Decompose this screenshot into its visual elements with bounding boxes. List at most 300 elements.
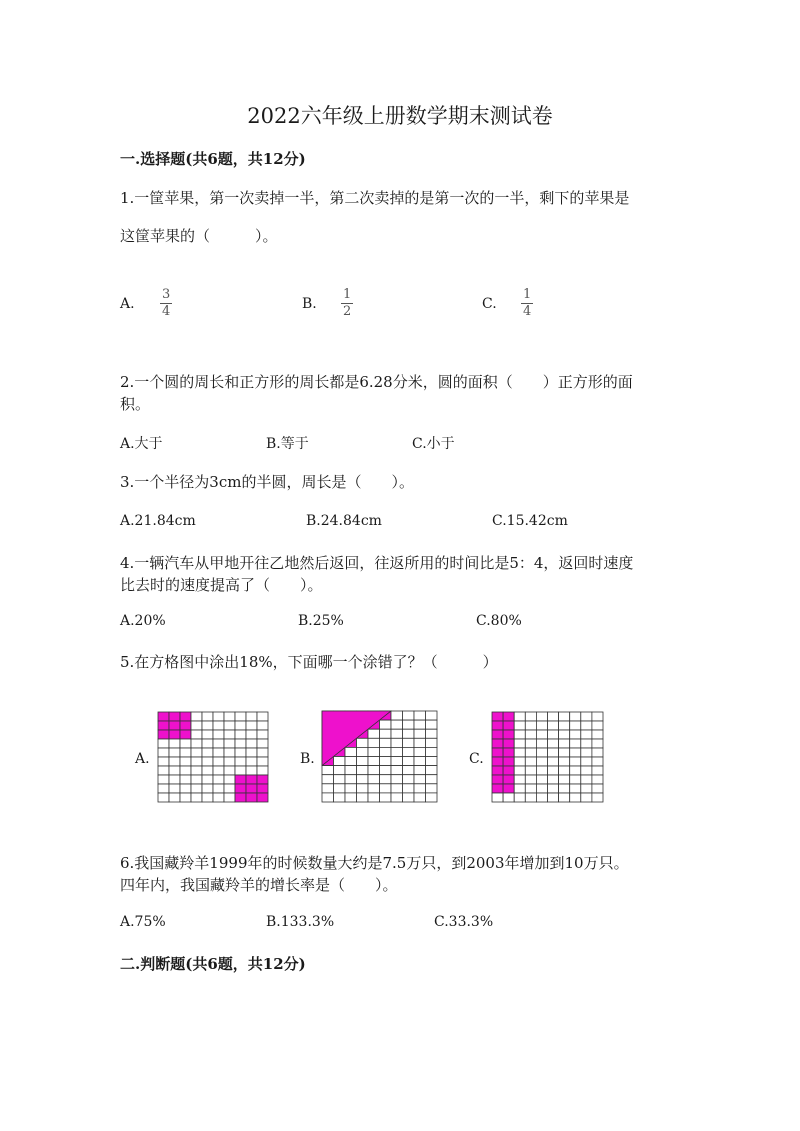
q4-option-c: C.80% bbox=[476, 613, 522, 629]
grid-cell bbox=[570, 766, 581, 775]
grid-cell bbox=[246, 739, 257, 748]
grid-cell bbox=[322, 793, 334, 802]
grid-cell bbox=[536, 775, 547, 784]
grid-cell bbox=[235, 775, 246, 784]
grid-cell bbox=[414, 729, 426, 738]
grid-cell bbox=[191, 748, 202, 757]
grid-cell bbox=[581, 775, 592, 784]
question-5-text: 5.在方格图中涂出18%，下面哪一个涂错了？（ ） bbox=[120, 653, 498, 671]
grid-cell bbox=[191, 793, 202, 802]
grid-cell bbox=[235, 793, 246, 802]
grid-cell bbox=[224, 757, 235, 766]
grid-cell bbox=[357, 784, 369, 793]
grid-cell bbox=[380, 793, 392, 802]
grid-cell bbox=[581, 793, 592, 802]
grid-cell bbox=[169, 721, 180, 730]
q1-option-b-label: B. bbox=[302, 296, 317, 312]
grid-cell bbox=[548, 775, 559, 784]
grid-cell bbox=[581, 712, 592, 721]
grid-cell bbox=[202, 721, 213, 730]
grid-cell bbox=[414, 766, 426, 775]
grid-cell bbox=[213, 775, 224, 784]
grid-cell bbox=[536, 721, 547, 730]
grid-cell bbox=[403, 766, 415, 775]
grid-cell bbox=[202, 739, 213, 748]
grid-cell bbox=[213, 730, 224, 739]
grid-cell bbox=[213, 784, 224, 793]
grid-cell bbox=[235, 712, 246, 721]
q1-option-c-fraction bbox=[521, 287, 533, 320]
section-heading-judgement: 二.判断题(共6题，共12分) bbox=[120, 955, 306, 973]
grid-cell bbox=[592, 721, 603, 730]
grid-cell bbox=[536, 766, 547, 775]
grid-cell bbox=[213, 793, 224, 802]
grid-cell bbox=[380, 747, 392, 756]
section-heading-choice: 一.选择题(共6题，共12分) bbox=[120, 150, 306, 168]
grid-cell bbox=[368, 738, 380, 747]
grid-cell bbox=[492, 766, 503, 775]
grid-cell bbox=[559, 757, 570, 766]
grid-cell bbox=[191, 730, 202, 739]
grid-cell bbox=[525, 721, 536, 730]
grid-cell bbox=[514, 730, 525, 739]
question-6-text-cont: 四年内，我国藏羚羊的增长率是（ ）。 bbox=[120, 876, 398, 894]
grid-cell bbox=[492, 730, 503, 739]
grid-cell bbox=[592, 730, 603, 739]
grid-cell bbox=[169, 730, 180, 739]
grid-cell bbox=[158, 748, 169, 757]
grid-cell bbox=[548, 739, 559, 748]
fraction-denominator: 4 bbox=[523, 304, 532, 319]
grid-cell bbox=[426, 766, 438, 775]
q4-option-b: B.25% bbox=[298, 613, 344, 629]
grid-cell bbox=[426, 738, 438, 747]
grid-cell bbox=[391, 729, 403, 738]
grid-cell bbox=[492, 712, 503, 721]
grid-cell bbox=[246, 730, 257, 739]
grid-cell bbox=[180, 739, 191, 748]
grid-cell bbox=[246, 757, 257, 766]
grid-cell bbox=[224, 748, 235, 757]
grid-cell bbox=[592, 739, 603, 748]
grid-cell bbox=[322, 784, 334, 793]
question-6-text: 6.我国藏羚羊1999年的时候数量大约是7.5万只，到2003年增加到10万只。 bbox=[120, 854, 629, 872]
grid-cell bbox=[180, 775, 191, 784]
grid-cell bbox=[414, 720, 426, 729]
grid-cell bbox=[257, 721, 268, 730]
grid-cell bbox=[525, 766, 536, 775]
grid-cell bbox=[514, 775, 525, 784]
grid-cell bbox=[202, 784, 213, 793]
question-2-text: 2.一个圆的周长和正方形的周长都是6.28分米，圆的面积（ ）正方形的面 bbox=[120, 373, 633, 391]
grid-cell bbox=[224, 766, 235, 775]
grid-cell bbox=[158, 784, 169, 793]
grid-cell bbox=[570, 775, 581, 784]
grid-cell bbox=[536, 757, 547, 766]
grid-cell bbox=[581, 748, 592, 757]
grid-cell bbox=[426, 757, 438, 766]
grid-cell bbox=[391, 738, 403, 747]
grid-cell bbox=[592, 784, 603, 793]
grid-cell bbox=[391, 793, 403, 802]
grid-cell bbox=[492, 793, 503, 802]
grid-cell bbox=[246, 748, 257, 757]
grid-cell bbox=[345, 793, 357, 802]
grid-cell bbox=[202, 757, 213, 766]
grid-cell bbox=[525, 784, 536, 793]
grid-cell bbox=[414, 793, 426, 802]
question-1-text: 1.一筐苹果，第一次卖掉一半，第二次卖掉的是第一次的一半，剩下的苹果是 bbox=[120, 189, 630, 207]
grid-cell bbox=[559, 748, 570, 757]
grid-cell bbox=[158, 793, 169, 802]
grid-cell bbox=[536, 730, 547, 739]
grid-cell bbox=[570, 748, 581, 757]
grid-cell bbox=[202, 748, 213, 757]
grid-cell bbox=[414, 738, 426, 747]
grid-cell bbox=[180, 748, 191, 757]
grid-cell bbox=[570, 793, 581, 802]
grid-cell bbox=[391, 757, 403, 766]
grid-cell bbox=[426, 711, 438, 720]
grid-cell bbox=[391, 766, 403, 775]
grid-cell bbox=[548, 712, 559, 721]
grid-cell bbox=[169, 775, 180, 784]
q6-option-b: B.133.3% bbox=[266, 914, 335, 930]
grid-cell bbox=[380, 720, 392, 729]
grid-cell bbox=[345, 766, 357, 775]
grid-cell bbox=[202, 775, 213, 784]
grid-cell bbox=[235, 748, 246, 757]
grid-cell bbox=[224, 721, 235, 730]
grid-cell bbox=[514, 739, 525, 748]
grid-cell bbox=[570, 712, 581, 721]
grid-cell bbox=[191, 775, 202, 784]
grid-cell bbox=[514, 784, 525, 793]
grid-cell bbox=[525, 793, 536, 802]
grid-cell bbox=[503, 748, 514, 757]
grid-cell bbox=[559, 739, 570, 748]
grid-cell bbox=[334, 793, 346, 802]
grid-cell bbox=[257, 793, 268, 802]
grid-cell bbox=[246, 775, 257, 784]
grid-cell bbox=[525, 748, 536, 757]
grid-cell bbox=[257, 739, 268, 748]
grid-cell bbox=[334, 784, 346, 793]
grid-cell bbox=[246, 766, 257, 775]
grid-cell bbox=[426, 775, 438, 784]
grid-a bbox=[157, 711, 269, 803]
grid-cell bbox=[191, 712, 202, 721]
grid-cell bbox=[426, 729, 438, 738]
grid-cell bbox=[180, 766, 191, 775]
grid-cell bbox=[357, 793, 369, 802]
grid-cell bbox=[581, 757, 592, 766]
q1-option-b-fraction bbox=[341, 287, 353, 320]
grid-a-label: A. bbox=[135, 751, 150, 767]
grid-cell bbox=[503, 793, 514, 802]
grid-cell bbox=[380, 775, 392, 784]
grid-cell bbox=[257, 766, 268, 775]
q6-option-a: A.75% bbox=[120, 914, 166, 930]
q1-option-c-label: C. bbox=[482, 296, 497, 312]
grid-cell bbox=[559, 793, 570, 802]
grid-cell bbox=[235, 757, 246, 766]
grid-b-label: B. bbox=[300, 751, 315, 767]
grid-cell bbox=[368, 775, 380, 784]
grid-cell bbox=[426, 793, 438, 802]
grid-cell bbox=[559, 784, 570, 793]
grid-cell bbox=[368, 747, 380, 756]
grid-cell bbox=[224, 730, 235, 739]
grid-cell bbox=[559, 766, 570, 775]
grid-cell bbox=[503, 775, 514, 784]
grid-cell bbox=[380, 784, 392, 793]
grid-cell bbox=[169, 766, 180, 775]
grid-cell bbox=[357, 775, 369, 784]
grid-cell bbox=[503, 757, 514, 766]
grid-cell bbox=[235, 730, 246, 739]
grid-cell bbox=[257, 712, 268, 721]
grid-cell bbox=[169, 784, 180, 793]
question-3-text: 3.一个半径为3cm的半圆，周长是（ ）。 bbox=[120, 473, 414, 491]
grid-cell bbox=[592, 766, 603, 775]
grid-cell bbox=[213, 766, 224, 775]
grid-cell bbox=[492, 739, 503, 748]
grid-cell bbox=[191, 757, 202, 766]
grid-cell bbox=[548, 730, 559, 739]
grid-cell bbox=[548, 757, 559, 766]
grid-cell bbox=[403, 784, 415, 793]
grid-cell bbox=[202, 712, 213, 721]
grid-cell bbox=[345, 775, 357, 784]
grid-cell bbox=[548, 721, 559, 730]
grid-cell bbox=[169, 712, 180, 721]
grid-cell bbox=[581, 739, 592, 748]
grid-cell bbox=[581, 721, 592, 730]
grid-cell bbox=[514, 721, 525, 730]
grid-cell bbox=[169, 757, 180, 766]
grid-cell bbox=[492, 721, 503, 730]
grid-cell bbox=[492, 775, 503, 784]
grid-cell bbox=[403, 711, 415, 720]
q4-option-a: A.20% bbox=[120, 613, 166, 629]
grid-cell bbox=[224, 739, 235, 748]
grid-cell bbox=[257, 757, 268, 766]
grid-cell bbox=[514, 712, 525, 721]
grid-cell bbox=[514, 766, 525, 775]
grid-cell bbox=[414, 747, 426, 756]
grid-cell bbox=[357, 747, 369, 756]
grid-cell bbox=[158, 757, 169, 766]
grid-cell bbox=[334, 757, 346, 766]
grid-cell bbox=[334, 766, 346, 775]
q3-option-a: A.21.84cm bbox=[120, 513, 196, 529]
grid-cell bbox=[570, 784, 581, 793]
page-title: 2022六年级上册数学期末测试卷 bbox=[247, 104, 553, 128]
fraction-numerator: 1 bbox=[523, 287, 532, 302]
grid-cell bbox=[514, 757, 525, 766]
grid-cell bbox=[368, 793, 380, 802]
grid-cell bbox=[235, 739, 246, 748]
grid-cell bbox=[426, 720, 438, 729]
grid-cell bbox=[158, 766, 169, 775]
grid-cell bbox=[202, 730, 213, 739]
grid-cell bbox=[180, 721, 191, 730]
grid-cell bbox=[592, 775, 603, 784]
grid-cell bbox=[169, 748, 180, 757]
grid-cell bbox=[345, 784, 357, 793]
grid-cell bbox=[158, 775, 169, 784]
grid-cell bbox=[322, 766, 334, 775]
grid-cell bbox=[180, 784, 191, 793]
grid-cell bbox=[246, 793, 257, 802]
grid-cell bbox=[503, 730, 514, 739]
question-4-text: 4.一辆汽车从甲地开往乙地然后返回，往返所用的时间比是5：4，返回时速度 bbox=[120, 554, 634, 572]
grid-cell bbox=[570, 730, 581, 739]
grid-cell bbox=[525, 730, 536, 739]
grid-cell bbox=[559, 775, 570, 784]
grid-cell bbox=[345, 747, 357, 756]
grid-cell bbox=[414, 784, 426, 793]
grid-cell bbox=[158, 730, 169, 739]
grid-cell bbox=[246, 712, 257, 721]
grid-cell bbox=[559, 721, 570, 730]
grid-cell bbox=[246, 784, 257, 793]
q1-option-a-label: A. bbox=[120, 296, 135, 312]
grid-cell bbox=[213, 712, 224, 721]
grid-cell bbox=[180, 730, 191, 739]
grid-cell bbox=[391, 711, 403, 720]
q1-option-a-fraction bbox=[160, 287, 172, 320]
grid-cell bbox=[492, 757, 503, 766]
grid-cell bbox=[191, 721, 202, 730]
grid-cell bbox=[213, 748, 224, 757]
grid-cell bbox=[368, 766, 380, 775]
fraction-numerator: 1 bbox=[343, 287, 352, 302]
grid-cell bbox=[581, 730, 592, 739]
grid-cell bbox=[548, 766, 559, 775]
grid-cell bbox=[581, 784, 592, 793]
grid-cell bbox=[169, 793, 180, 802]
grid-cell bbox=[414, 711, 426, 720]
grid-cell bbox=[548, 784, 559, 793]
grid-b bbox=[321, 710, 438, 803]
grid-cell bbox=[158, 721, 169, 730]
grid-cell bbox=[559, 730, 570, 739]
grid-cell bbox=[536, 784, 547, 793]
grid-cell bbox=[380, 729, 392, 738]
grid-cell bbox=[202, 766, 213, 775]
grid-cell bbox=[213, 757, 224, 766]
grid-cell bbox=[592, 748, 603, 757]
grid-cell bbox=[514, 748, 525, 757]
grid-cell bbox=[548, 748, 559, 757]
grid-cell bbox=[224, 712, 235, 721]
grid-cell bbox=[257, 730, 268, 739]
grid-cell bbox=[368, 729, 380, 738]
grid-cell bbox=[191, 766, 202, 775]
grid-cell bbox=[403, 720, 415, 729]
grid-cell bbox=[414, 757, 426, 766]
q3-option-c: C.15.42cm bbox=[492, 513, 568, 529]
grid-cell bbox=[592, 793, 603, 802]
grid-cell bbox=[257, 775, 268, 784]
grid-cell bbox=[525, 739, 536, 748]
grid-cell bbox=[525, 757, 536, 766]
grid-cell bbox=[525, 712, 536, 721]
grid-cell bbox=[503, 766, 514, 775]
grid-cell bbox=[536, 748, 547, 757]
grid-cell bbox=[180, 793, 191, 802]
grid-cell bbox=[391, 775, 403, 784]
question-4-text-cont: 比去时的速度提高了（ ）。 bbox=[120, 576, 323, 594]
grid-cell bbox=[592, 712, 603, 721]
grid-cell bbox=[191, 739, 202, 748]
grid-c-label: C. bbox=[469, 751, 484, 767]
grid-cell bbox=[403, 729, 415, 738]
grid-cell bbox=[426, 784, 438, 793]
grid-cell bbox=[213, 721, 224, 730]
grid-cell bbox=[345, 757, 357, 766]
grid-cell bbox=[380, 738, 392, 747]
question-1-text-cont: 这筐苹果的（ ）。 bbox=[120, 227, 278, 245]
grid-cell bbox=[257, 748, 268, 757]
grid-cell bbox=[570, 757, 581, 766]
grid-cell bbox=[503, 784, 514, 793]
grid-cell bbox=[224, 775, 235, 784]
grid-cell bbox=[368, 784, 380, 793]
grid-cell bbox=[213, 739, 224, 748]
grid-cell bbox=[202, 793, 213, 802]
grid-cell bbox=[503, 712, 514, 721]
grid-cell bbox=[235, 721, 246, 730]
grid-cell bbox=[536, 739, 547, 748]
grid-cell bbox=[224, 793, 235, 802]
grid-cell bbox=[180, 757, 191, 766]
grid-cell bbox=[246, 721, 257, 730]
q3-option-b: B.24.84cm bbox=[306, 513, 382, 529]
grid-cell bbox=[492, 784, 503, 793]
grid-cell bbox=[357, 738, 369, 747]
grid-cell bbox=[403, 775, 415, 784]
grid-cell bbox=[548, 793, 559, 802]
grid-cell bbox=[592, 757, 603, 766]
grid-cell bbox=[334, 775, 346, 784]
grid-cell bbox=[525, 775, 536, 784]
grid-cell bbox=[322, 775, 334, 784]
grid-cell bbox=[391, 720, 403, 729]
grid-cell bbox=[581, 766, 592, 775]
grid-cell bbox=[536, 712, 547, 721]
grid-cell bbox=[403, 747, 415, 756]
grid-cell bbox=[380, 766, 392, 775]
grid-cell bbox=[158, 712, 169, 721]
grid-cell bbox=[368, 757, 380, 766]
grid-cell bbox=[235, 766, 246, 775]
grid-cell bbox=[357, 757, 369, 766]
grid-cell bbox=[536, 793, 547, 802]
grid-cell bbox=[391, 784, 403, 793]
grid-c bbox=[491, 711, 604, 803]
fraction-denominator: 4 bbox=[162, 304, 171, 319]
grid-cell bbox=[403, 738, 415, 747]
grid-cell bbox=[257, 784, 268, 793]
q2-option-a: A.大于 bbox=[120, 436, 163, 452]
fraction-denominator: 2 bbox=[343, 304, 352, 319]
q6-option-c: C.33.3% bbox=[434, 914, 494, 930]
grid-cell bbox=[224, 784, 235, 793]
q2-option-c: C.小于 bbox=[412, 436, 455, 452]
